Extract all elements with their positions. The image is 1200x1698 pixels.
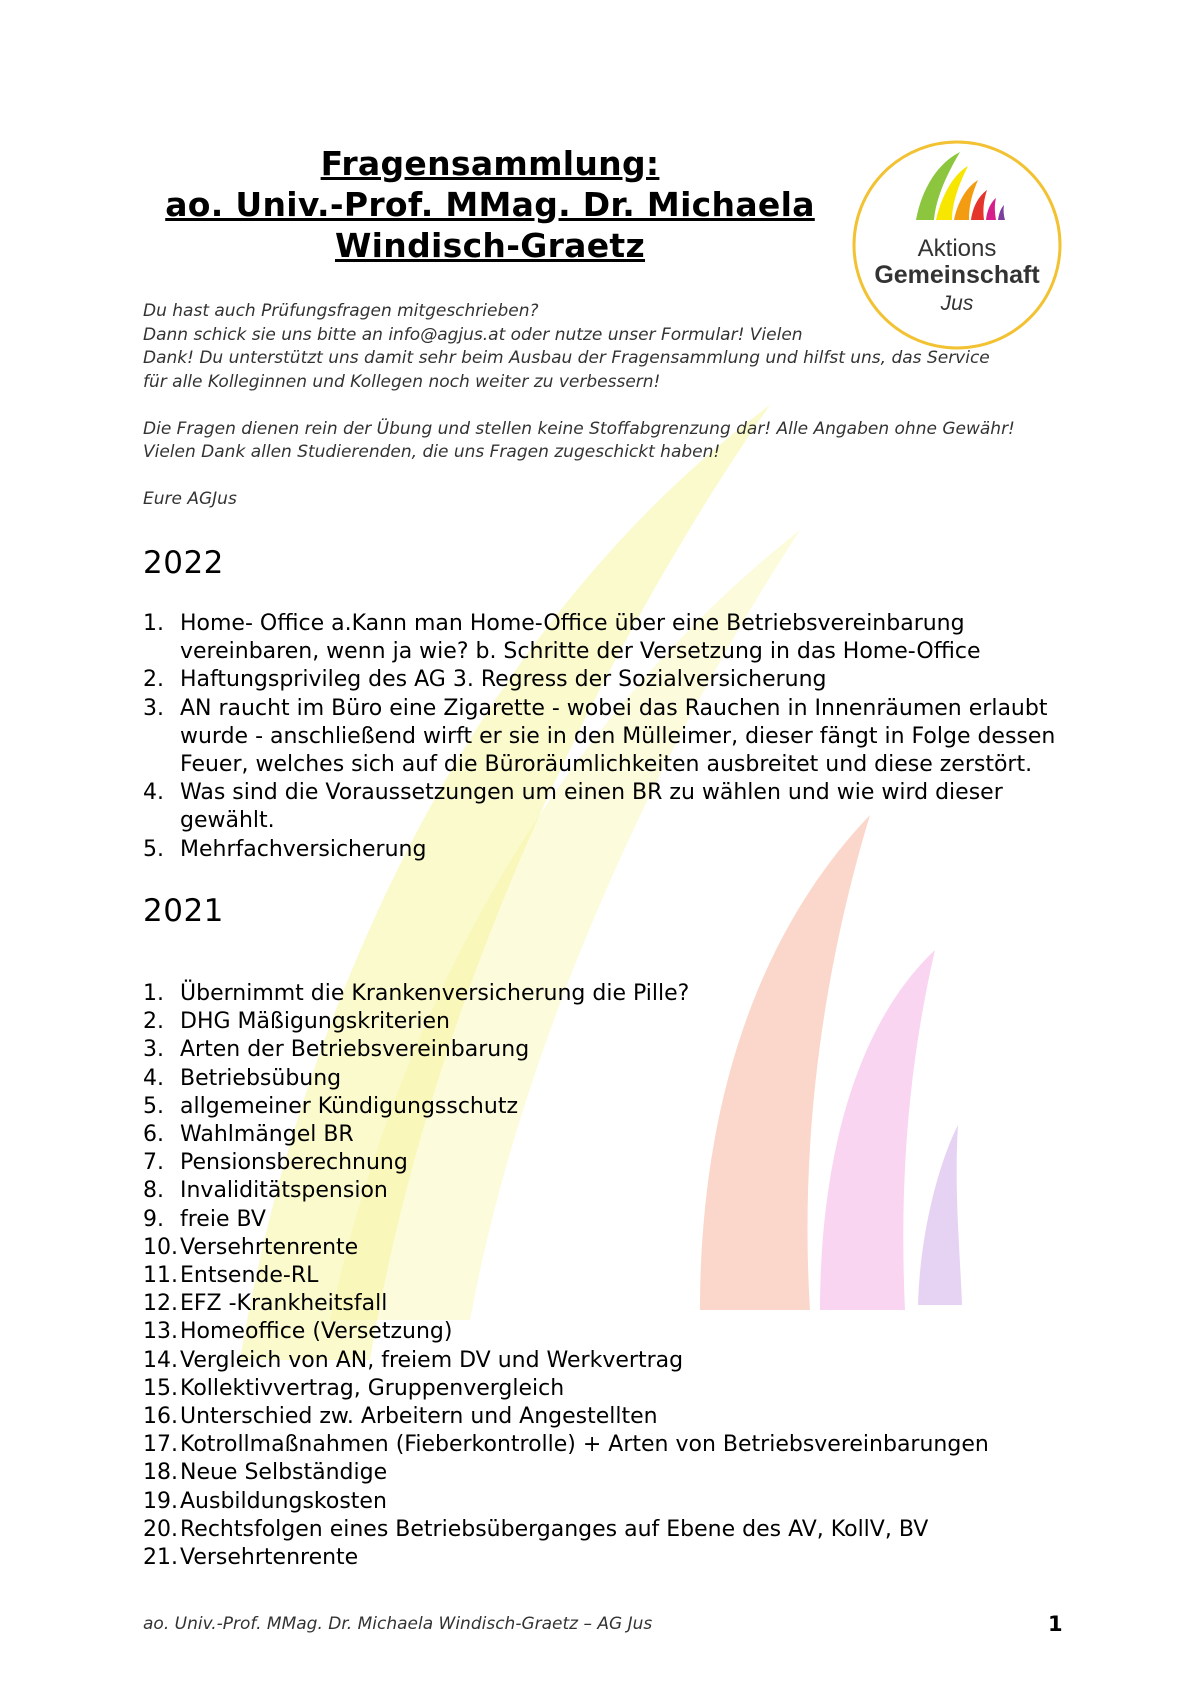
question-number: 1. (143, 981, 164, 1006)
question-text: Unterschied zw. Arbeitern und Angestellten (180, 1404, 658, 1430)
question-text: Arten der Betriebsvereinbarung (180, 1037, 530, 1063)
list-item (143, 1347, 1083, 1375)
question-number: 13. (143, 1319, 178, 1345)
section-year-2022: 2022 (143, 545, 224, 581)
title-line-3: Windisch-Graetz (334, 226, 646, 265)
question-list-2022 (143, 610, 1073, 864)
question-text: Was sind die Voraussetzungen um einen BR zu wählen und wie wird dieser gewählt. (180, 780, 1003, 834)
question-number: 3. (143, 1037, 164, 1063)
page-number: 1 (1048, 1612, 1063, 1636)
list-item (143, 1093, 1083, 1121)
list-item (143, 1516, 1083, 1544)
intro-line: Dann schick sie uns bitte an info@agjus.at oder nutze unser Formular! Vielen (143, 324, 803, 345)
question-text: Pensionsberechnung (180, 1150, 408, 1176)
question-text: Versehrtenrente (180, 1545, 359, 1571)
question-text: EFZ -Krankheitsfall (180, 1291, 388, 1317)
section-year-2021: 2021 (143, 893, 224, 929)
question-number: 9. (143, 1206, 164, 1232)
question-number: 19. (143, 1488, 178, 1514)
intro-line: Dank! Du unterstützt uns damit sehr beim Ausbau der Fragensammlung und hilfst uns, das Service (143, 348, 990, 368)
question-number: 15. (143, 1375, 178, 1401)
question-text: Home- Office a.Kann man Home-Office über eine Betriebsvereinbarung vereinbaren, wenn ja wie? b. Schritte der Versetzung in das Home-Office (180, 611, 981, 665)
logo-text-jus: Jus (940, 292, 974, 315)
list-item (143, 1149, 1083, 1177)
list-item (143, 1375, 1083, 1403)
list-item (143, 836, 1073, 864)
list-item (143, 1488, 1083, 1516)
list-item (143, 1459, 1083, 1487)
question-text: Versehrtenrente (180, 1234, 359, 1260)
intro-line: für alle Kolleginnen und Kollegen noch weiter zu verbessern! (143, 371, 661, 392)
question-number: 14. (143, 1347, 178, 1373)
logo-text-aktions: Aktions (917, 235, 997, 262)
question-text: freie BV (180, 1206, 266, 1232)
question-text: DHG Mäßigungskriterien (180, 1009, 450, 1035)
question-text: AN raucht im Büro eine Zigarette - wobei das Rauchen in Innenräumen erlaubt wurde - anschließend wirft er sie in den Mülleimer, dieser fängt in Folge dessen Feuer, welches sich auf die Büroräumlichkeiten ausbreitet und diese zerstört. (180, 695, 1056, 778)
question-number: 4. (143, 780, 164, 806)
question-number: 16. (143, 1404, 178, 1430)
question-text: Vergleich von AN, freiem DV und Werkvertrag (180, 1347, 684, 1373)
question-text: Entsende-RL (180, 1263, 319, 1289)
question-number: 8. (143, 1178, 164, 1204)
question-text: Rechtsfolgen eines Betriebsüberganges auf Ebene des AV, KollV, BV (180, 1516, 929, 1542)
intro-line: Du hast auch Prüfungsfragen mitgeschrieben? (143, 301, 539, 321)
question-number: 7. (143, 1150, 164, 1176)
list-item (143, 666, 1073, 694)
list-item (143, 1403, 1083, 1431)
question-number: 18. (143, 1460, 178, 1486)
intro-text (143, 300, 1073, 512)
title-line-1: Fragensammlung: (320, 144, 660, 183)
question-list-2021 (143, 980, 1083, 1572)
question-number: 2. (143, 1009, 164, 1035)
question-text: Übernimmt die Krankenversicherung die Pille? (180, 981, 690, 1006)
question-number: 10. (143, 1234, 178, 1260)
list-item (143, 1262, 1083, 1290)
question-text: Ausbildungskosten (180, 1488, 387, 1514)
list-item (143, 1318, 1083, 1346)
list-item (143, 1065, 1083, 1093)
footer-text: ao. Univ.-Prof. MMag. Dr. Michaela Windisch-Graetz – AG Jus (143, 1614, 653, 1634)
question-text: Neue Selbständige (180, 1460, 388, 1486)
list-item (143, 1177, 1083, 1205)
question-text: Wahlmängel BR (180, 1122, 354, 1148)
list-item (143, 1206, 1083, 1234)
question-text: Mehrfachversicherung (180, 836, 427, 862)
question-text: allgemeiner Kündigungsschutz (180, 1093, 518, 1119)
question-number: 12. (143, 1291, 178, 1317)
question-number: 1. (143, 611, 164, 636)
list-item (143, 1234, 1083, 1262)
question-number: 17. (143, 1432, 178, 1458)
list-item (143, 1431, 1083, 1459)
list-item (143, 695, 1073, 780)
list-item (143, 1544, 1083, 1572)
list-item (143, 1121, 1083, 1149)
intro-line: Die Fragen dienen rein der Übung und stellen keine Stoffabgrenzung dar! Alle Angaben ohne Gewähr! (143, 418, 1015, 439)
logo-text-gemeinschaft: Gemeinschaft (874, 261, 1040, 289)
list-item (143, 779, 1073, 835)
question-text: Betriebsübung (180, 1065, 342, 1091)
title-line-2: ao. Univ.-Prof. MMag. Dr. Michaela (165, 185, 815, 224)
question-number: 3. (143, 695, 164, 721)
list-item (143, 610, 1073, 666)
question-number: 5. (143, 836, 164, 862)
question-number: 20. (143, 1516, 178, 1542)
intro-signature: Eure AGJus (143, 489, 237, 509)
question-number: 5. (143, 1093, 164, 1119)
question-text: Homeoffice (Versetzung) (180, 1319, 453, 1345)
document-title (140, 143, 840, 266)
question-number: 4. (143, 1065, 164, 1091)
intro-line: Vielen Dank allen Studierenden, die uns Fragen zugeschickt haben! (143, 442, 721, 462)
question-number: 2. (143, 667, 164, 693)
question-text: Invaliditätspension (180, 1178, 388, 1204)
list-item (143, 1008, 1083, 1036)
question-number: 11. (143, 1263, 178, 1289)
question-number: 6. (143, 1122, 164, 1148)
list-item (143, 980, 1083, 1008)
question-number: 21. (143, 1545, 178, 1571)
list-item (143, 1036, 1083, 1064)
list-item (143, 1290, 1083, 1318)
question-text: Kotrollmaßnahmen (Fieberkontrolle) + Arten von Betriebsvereinbarungen (180, 1432, 989, 1458)
question-text: Kollektivvertrag, Gruppenvergleich (180, 1375, 565, 1401)
question-text: Haftungsprivileg des AG 3. Regress der Sozialversicherung (180, 667, 827, 693)
